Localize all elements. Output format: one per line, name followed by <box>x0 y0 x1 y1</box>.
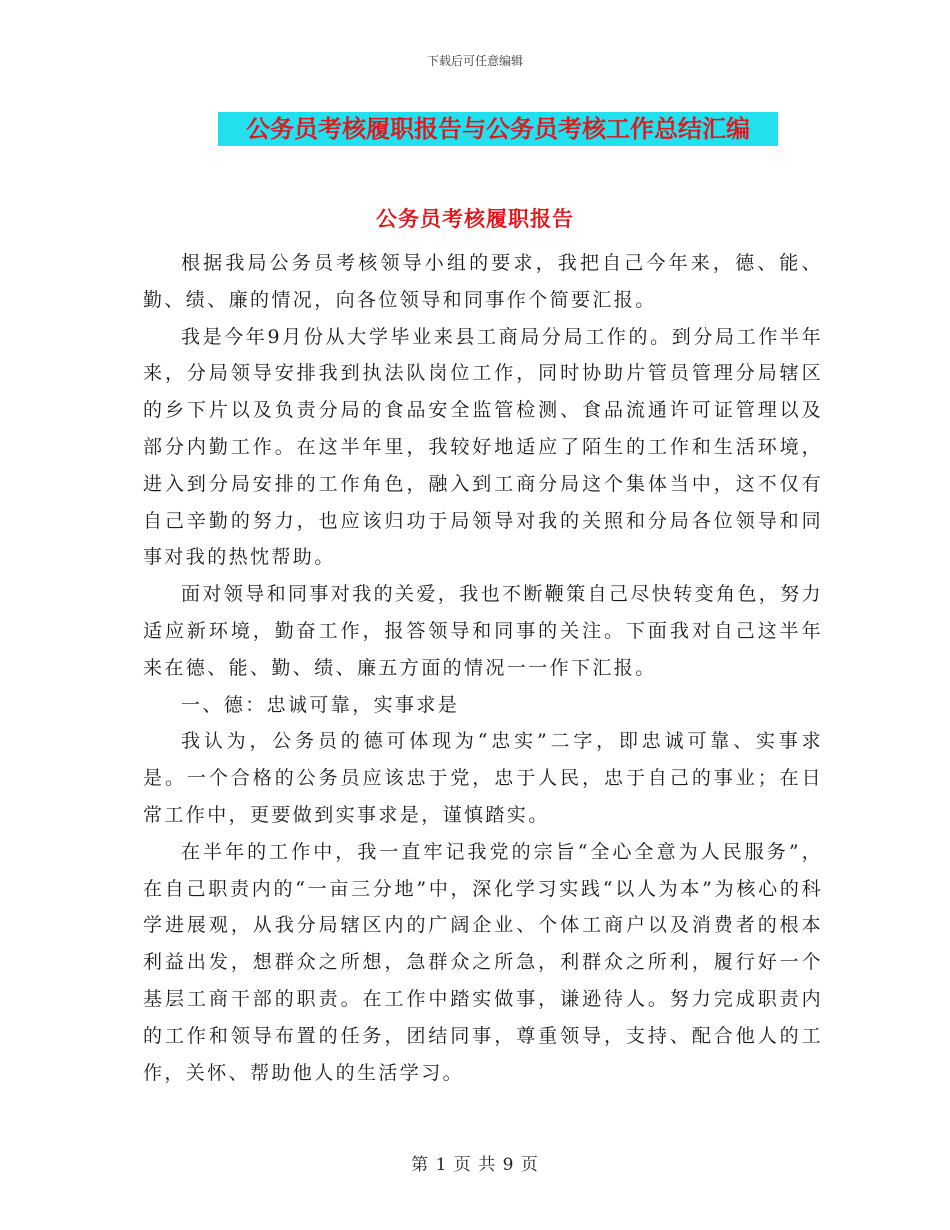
section-title: 公务员考核履职报告 <box>376 206 574 231</box>
paragraph: 根据我局公务员考核领导小组的要求，我把自己今年来，德、能、勤、绩、廉的情况，向各位领导和同事作个简要汇报。 <box>143 252 823 311</box>
document-body <box>143 245 823 1091</box>
page-header-note: 下载后可任意编辑 <box>426 54 523 68</box>
paragraph: 我认为，公务员的德可体现为“忠实”二字，即忠诚可靠、实事求是。一个合格的公务员应该忠于党，忠于人民，忠于自己的事业；在日常工作中，更要做到实事求是，谨慎踏实。 <box>143 730 823 826</box>
paragraph: 我是今年9月份从大学毕业来县工商局分局工作的。到分局工作半年来，分局领导安排我到执法队岗位工作，同时协助片管员管理分局辖区的乡下片以及负责分局的食品安全监管检测、食品流通许可证管理以及部分内勤工作。在这半年里，我较好地适应了陌生的工作和生活环境，进入到分局安排的工作角色，融入到工商分局这个集体当中，这不仅有自己辛勤的努力，也应该归功于局领导对我的关照和分局各位领导和同事对我的热忱帮助。 <box>143 325 823 569</box>
paragraph: 在半年的工作中，我一直牢记我党的宗旨“全心全意为人民服务”，在自己职责内的“一亩三分地”中，深化学习实践“以人为本”为核心的科学进展观，从我分局辖区内的广阔企业、个体工商户以及消费者的根本利益出发，想群众之所想，急群众之所急，利群众之所利，履行好一个基层工商干部的职责。在工作中踏实做事，谦逊待人。努力完成职责内的工作和领导布置的任务，团结同事，尊重领导，支持、配合他人的工作，关怀、帮助他人的生活学习。 <box>143 840 823 1084</box>
paragraph: 面对领导和同事对我的关爱，我也不断鞭策自己尽快转变角色，努力适应新环境，勤奋工作，报答领导和同事的关注。下面我对自己这半年来在德、能、勤、绩、廉五方面的情况一一作下汇报。 <box>143 583 824 679</box>
paragraph-heading: 一、德：忠诚可靠，实事求是 <box>181 693 460 716</box>
document-title: 公务员考核履职报告与公务员考核工作总结汇编 <box>218 112 778 146</box>
page-number-footer: 第 1 页 共 9 页 <box>411 1155 539 1175</box>
